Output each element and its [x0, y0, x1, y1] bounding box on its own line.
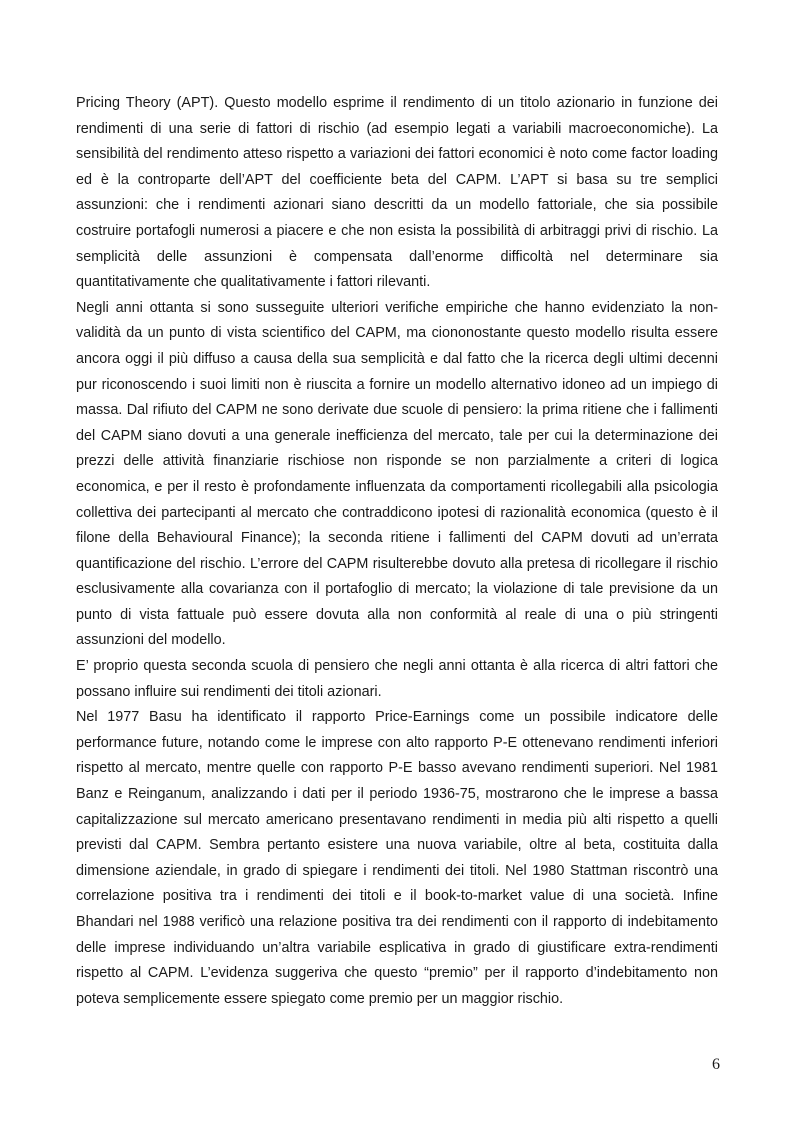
body-text [76, 91, 718, 1012]
page-number: 6 [712, 1056, 720, 1073]
paragraph-second-school: E’ proprio questa seconda scuola di pensiero che negli anni ottanta è alla ricerca di altri fattori che possano influire sui rendimenti dei titoli azionari. [76, 658, 718, 700]
paragraph-apt: Pricing Theory (APT). Questo modello esprime il rendimento di un titolo azionario in funzione dei rendimenti di una serie di fattori di rischio (ad esempio legati a variabili macroeconomiche). La sensibilità del rendimento atteso rispetto a variazioni dei fattori economici è noto come factor loading ed è la controparte dell’APT del coefficiente beta del CAPM. L’APT si basa su tre semplici assunzioni: che i rendimenti azionari siano descritti da un modello fattoriale, che sia possibile costruire portafogli numerosi a piacere e che non esista la possibilità di arbitraggi privi di rischio. La semplicità delle assunzioni è compensata dall’enorme difficoltà nel determinare sia quantitativamente che qualitativamente i fattori rilevanti. [76, 95, 718, 291]
paragraph-capm-critique: Negli anni ottanta si sono susseguite ulteriori verifiche empiriche che hanno evidenziato la non-validità da un punto di vista scientifico del CAPM, ma ciononostante questo modello risulta essere ancora oggi il più diffuso a causa della sua semplicità e dal fatto che la ricerca degli ultimi decenni pur riconoscendo i suoi limiti non è riuscita a fornire un modello alternativo idoneo ad un impiego di massa. Dal rifiuto del CAPM ne sono derivate due scuole di pensiero: la prima ritiene che i fallimenti del CAPM siano dovuti a una generale inefficienza del mercato, tale per cui la determinazione dei prezzi delle attività finanziarie rischiose non risponde se non parzialmente a criteri di logica economica, e per il resto è profondamente influenzata da comportamenti ricollegabili alla psicologia collettiva dei partecipanti al mercato che contraddicono ipotesi di razionalità economica (questo è il filone della Behavioural Finance); la seconda ritiene i fallimenti del CAPM dovuti ad un’errata quantificazione del rischio. L’errore del CAPM risulterebbe dovuto alla pretesa di ricollegare il rischio esclusivamente alla covarianza con il portafoglio di mercato; la violazione di tale previsione da un punto di vista fattuale può essere dovuta alla non conformità al reale di una o più stringenti assunzioni del modello. [76, 299, 718, 649]
paragraph-empirical-anomalies: Nel 1977 Basu ha identificato il rapporto Price-Earnings come un possibile indicatore delle performance future, notando come le imprese con alto rapporto P-E ottenevano rendimenti inferiori rispetto al mercato, mentre quelle con rapporto P-E basso avevano rendimenti superiori. Nel 1981 Banz e Reinganum, analizzando i dati per il periodo 1936-75, mostrarono che le imprese a bassa capitalizzazione sul mercato americano presentavano rendimenti in media più alti rispetto a quelli previsti dal CAPM. Sembra pertanto esistere una nuova variabile, oltre al beta, costituita dalla dimensione aziendale, in grado di spiegare i rendimenti dei titoli. Nel 1980 Stattman riscontrò una correlazione positiva tra i rendimenti dei titoli e il book-to-market value di una società. Infine Bhandari nel 1988 verificò una relazione positiva tra dei rendimenti con il rapporto di indebitamento delle imprese individuando un’altra variabile esplicativa in grado di giustificare extra-rendimenti rispetto al CAPM. L’evidenza suggeriva che questo “premio” per il rapporto d’indebitamento non poteva semplicemente essere spiegato come premio per un maggior rischio. [76, 709, 718, 1007]
